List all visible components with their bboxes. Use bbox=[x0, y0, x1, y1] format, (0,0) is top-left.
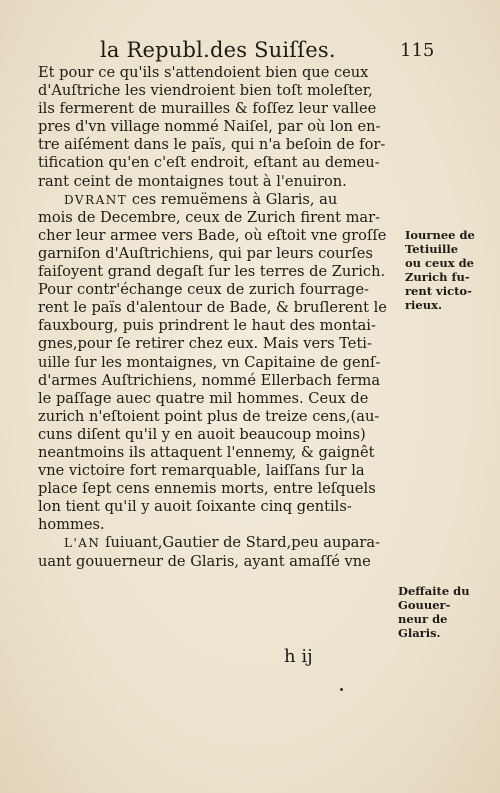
text-line: zurich n'eſtoient point plus de treize cens,(au- bbox=[38, 407, 380, 425]
text-line: ils fermerent de murailles & foſſez leur vallee bbox=[38, 100, 377, 118]
text-line: uille ſur les montaignes, vn Capitaine de genſ- bbox=[38, 353, 381, 371]
signature-mark: h ij bbox=[284, 646, 313, 667]
page-number: 115 bbox=[400, 40, 435, 61]
margin-note-line: Deffaite du bbox=[398, 584, 470, 598]
margin-note-deffaite bbox=[398, 584, 470, 640]
text-line: lon tient qu'il y auoit ſoixante cinq gentils- bbox=[38, 498, 352, 516]
margin-note-line: ou ceux de bbox=[405, 256, 474, 270]
paragraph-opening bbox=[38, 534, 398, 552]
text-line: tre aiſément dans le païs, qui n'a beſoin de for- bbox=[38, 136, 386, 154]
initial-word: DVRANT bbox=[64, 192, 128, 207]
text-line: faiſoyent grand degaſt ſur les terres de Zurich. bbox=[38, 263, 386, 281]
margin-note-line: Zurich fu- bbox=[405, 270, 470, 284]
text-line: neantmoins ils attaquent l'ennemy, & gaignêt bbox=[38, 443, 375, 461]
margin-note-line: Tetiuille bbox=[405, 242, 459, 256]
margin-note-line: rent victo- bbox=[405, 284, 472, 298]
body-text bbox=[38, 64, 398, 571]
text-line: cher leur armee vers Bade, où eſtoit vne groſſe bbox=[38, 226, 387, 244]
running-title: la Republ.des Suiſſes. bbox=[100, 38, 336, 62]
ink-dot bbox=[340, 688, 343, 691]
text-line: d'armes Auſtrichiens, nommé Ellerbach ferma bbox=[38, 371, 381, 389]
text-line: rant ceint de montaignes tout à l'enuiron. bbox=[38, 172, 347, 190]
margin-note-line: neur de bbox=[398, 612, 448, 626]
margin-note-line: Iournee de bbox=[405, 228, 475, 242]
text-line: tification qu'en c'eſt endroit, eſtant au demeu- bbox=[38, 154, 380, 172]
text-line: d'Auſtriche les viendroient bien toſt moleſter, bbox=[38, 82, 373, 100]
text-line: Et pour ce qu'ils s'attendoient bien que ceux bbox=[38, 64, 369, 81]
margin-note-line: Glaris. bbox=[398, 626, 441, 640]
text-line: fauxbourg, puis prindrent le haut des montai- bbox=[38, 317, 376, 335]
margin-note-line: Gouuer- bbox=[398, 598, 451, 612]
text-fragment: ſuiuant,Gautier de Stard,peu aupara- bbox=[105, 534, 380, 552]
text-line: cuns diſent qu'il y en auoit beaucoup moins) bbox=[38, 425, 366, 443]
text-line: le paſſage auec quatre mil hommes. Ceux de bbox=[38, 389, 369, 407]
text-line: pres d'vn village nommé Naiſel, par où lon en- bbox=[38, 118, 381, 136]
text-fragment: ces remuëmens à Glaris, au bbox=[131, 190, 338, 208]
text-line: place ſept cens ennemis morts, entre leſquels bbox=[38, 480, 376, 498]
margin-note-line: rieux. bbox=[405, 298, 442, 312]
paragraph-opening bbox=[38, 191, 398, 209]
text-line: rent le païs d'alentour de Bade, & bruſlerent le bbox=[38, 299, 387, 317]
text-line: uant gouuerneur de Glaris, ayant amaſſé vne bbox=[38, 552, 371, 570]
text-line: mois de Decembre, ceux de Zurich firent mar- bbox=[38, 208, 381, 226]
page-header bbox=[100, 38, 435, 64]
text-line: gnes,pour ſe retirer chez eux. Mais vers Teti- bbox=[38, 335, 372, 353]
margin-note-journee bbox=[405, 228, 475, 312]
text-line: Pour contr'échange ceux de zurich fourrage- bbox=[38, 281, 369, 299]
text-line: hommes. bbox=[38, 516, 105, 534]
text-line: vne victoire fort remarquable, laiſſans ſur la bbox=[38, 462, 365, 480]
initial-word: L'AN bbox=[64, 536, 101, 551]
text-line: garniſon d'Auſtrichiens, qui par leurs courſes bbox=[38, 244, 373, 262]
